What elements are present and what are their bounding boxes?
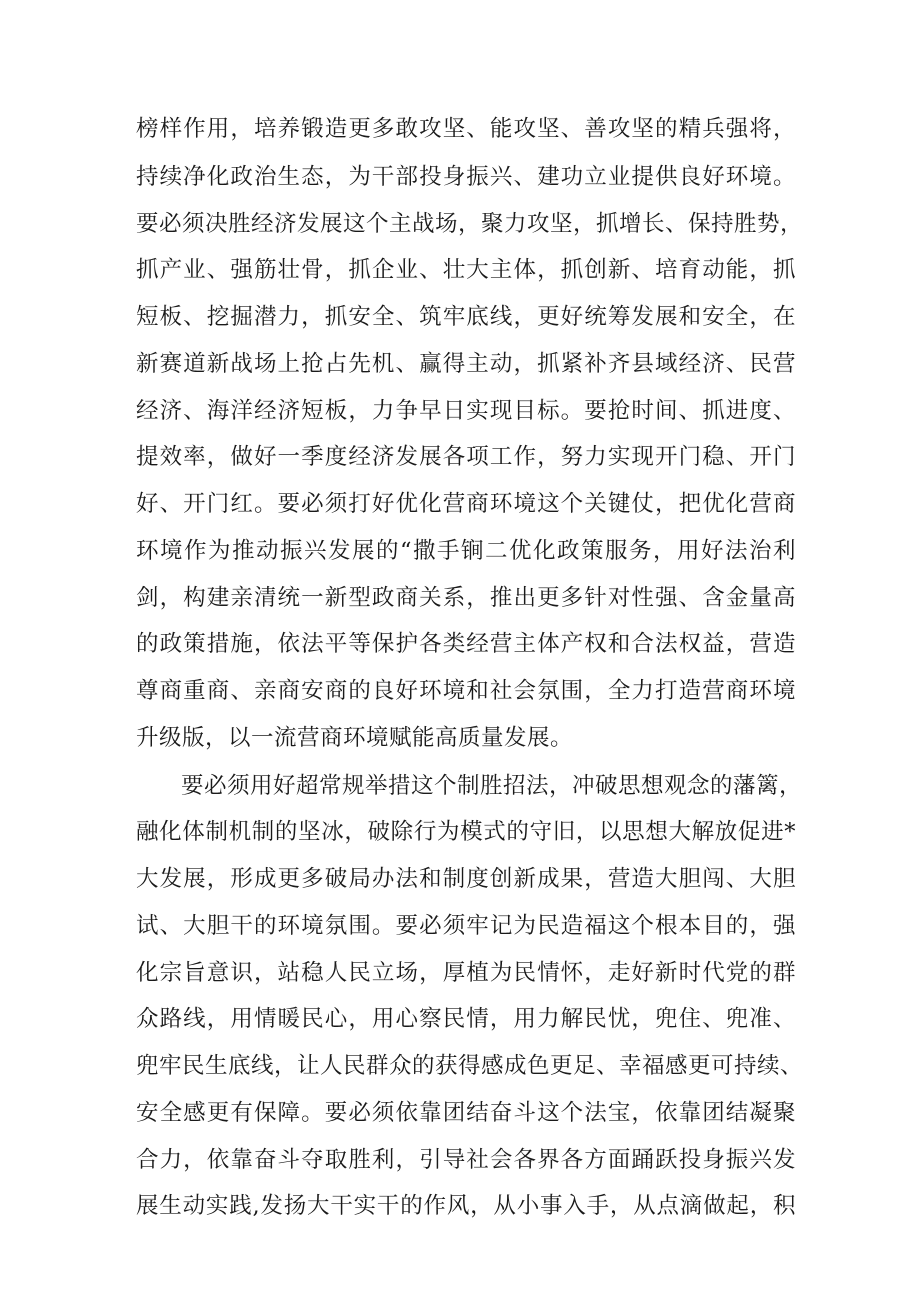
- text-line: 剑，构建亲清统一新型政商关系，推出更多针对性强、含金量高: [136, 585, 796, 611]
- text-line: 尊商重商、亲商安商的良好环境和社会氛围，全力打造营商环境: [136, 678, 796, 704]
- text-line: 兜牢民生底线，让人民群众的获得感成色更足、幸福感更可持续、: [136, 1053, 804, 1079]
- text-line: 经济、海洋经济短板，力争早日实现目标。要抢时间、抓进度、: [136, 398, 796, 424]
- text-line: 持续净化政治生态，为干部投身振兴、建功立业提供良好环境。: [136, 164, 796, 190]
- text-line: 要必须决胜经济发展这个主战场，聚力攻坚，抓增长、保持胜势，: [136, 211, 804, 237]
- text-line: 化宗旨意识，站稳人民立场，厚植为民情怀，走好新时代党的群: [136, 960, 796, 986]
- text-line: 众路线，用情暖民心，用心察民情，用力解民忧，兜住、兜准、: [136, 1006, 796, 1032]
- text-line: 展生动实践,发扬大干实干的作风，从小事入手，从点滴做起，积: [136, 1193, 796, 1219]
- text-line: 短板、挖掘潜力，抓安全、筑牢底线，更好统筹发展和安全，在: [136, 304, 796, 330]
- text-line: 抓产业、强筋壮骨，抓企业、壮大主体，抓创新、培育动能，抓: [136, 257, 796, 283]
- text-line: 安全感更有保障。要必须依靠团结奋斗这个法宝，依靠团结凝聚: [136, 1100, 796, 1126]
- text-line: 融化体制机制的坚冰，破除行为模式的守旧，以思想大解放促进*: [136, 819, 796, 845]
- text-line: 好、开门红。要必须打好优化营商环境这个关键仗，把优化营商: [136, 491, 796, 517]
- text-line: 的政策措施，依法平等保护各类经营主体产权和合法权益，营造: [136, 631, 796, 657]
- paragraph-first-line: 要必须用好超常规举措这个制胜招法，冲破思想观念的藩篱，: [181, 773, 803, 799]
- text-line: 大发展，形成更多破局办法和制度创新成果，营造大胆闯、大胆: [136, 866, 796, 892]
- text-line: 合力，依靠奋斗夺取胜利，引导社会各界各方面踊跃投身振兴发: [136, 1147, 796, 1173]
- text-line: 新赛道新战场上抢占先机、赢得主动，抓紧补齐县域经济、民营: [136, 351, 796, 377]
- text-line: 提效率，做好一季度经济发展各项工作，努力实现开门稳、开门: [136, 444, 796, 470]
- text-line: 升级版，以一流营商环境赋能高质量发展。: [136, 725, 574, 751]
- text-line: 榜样作用，培养锻造更多敢攻坚、能攻坚、善攻坚的精兵强将，: [136, 116, 796, 142]
- text-line: 试、大胆干的环境氛围。要必须牢记为民造福这个根本目的，强: [136, 913, 796, 939]
- text-line: 环境作为推动振兴发展的“撒手锏二优化政策服务，用好法治利: [136, 538, 796, 564]
